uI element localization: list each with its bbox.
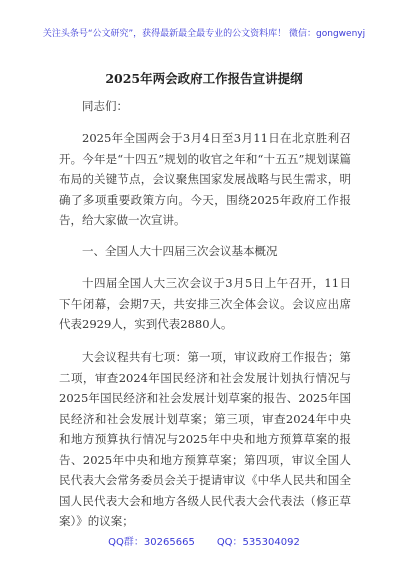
salutation: 同志们： [82, 99, 128, 113]
footer-contact [0, 533, 408, 548]
footer-qq-number: QQ：535304092 [216, 537, 300, 548]
footer-qq-group: QQ群：30265665 [108, 537, 195, 548]
paragraph-intro: 2025年全国两会于3月4日至3月11日在北京胜利召开。今年是“十四五”规划的收官之年和“十五五”规划谋篇布局的关键节点，会议聚焦国家发展战略与民生需求，明确了多项重要政策方向。今天，围绕2025年政府工作报告，给大家做一次宣讲。 [59, 131, 351, 227]
document-title: 2025年两会政府工作报告宣讲提纲 [105, 71, 303, 86]
paragraph-meeting-overview: 十四届全国人大三次会议于3月5日上午召开，11日下午闭幕，会期7天，共安排三次全体会议。会议应出席代表2929人，实到代表2880人。 [59, 276, 351, 331]
section-heading-1: 一、全国人大十四届三次会议基本概况 [82, 244, 278, 258]
paragraph-agenda: 大会议程共有七项：第一项，审议政府工作报告；第二项，审查2024年国民经济和社会发展计划执行情况与2025年国民经济和社会发展计划草案的报告、2025年国民经济和社会发展计划草案；第三项，审查2024年中央和地方预算执行情况与2025年中央和地方预算草案的报告、2025年中央和地方预算草案；第四项，审议全国人民代表大会常务委员会关于提请审议《中华人民共和国全国人民代表大会和地方各级人民代表大会代表法（修正草案）》的议案； [59, 350, 351, 528]
header-promo-note: 关注头条号“公文研究”，获得最新最全最专业的公文资料库！ 微信：gongwenyj [42, 29, 366, 39]
